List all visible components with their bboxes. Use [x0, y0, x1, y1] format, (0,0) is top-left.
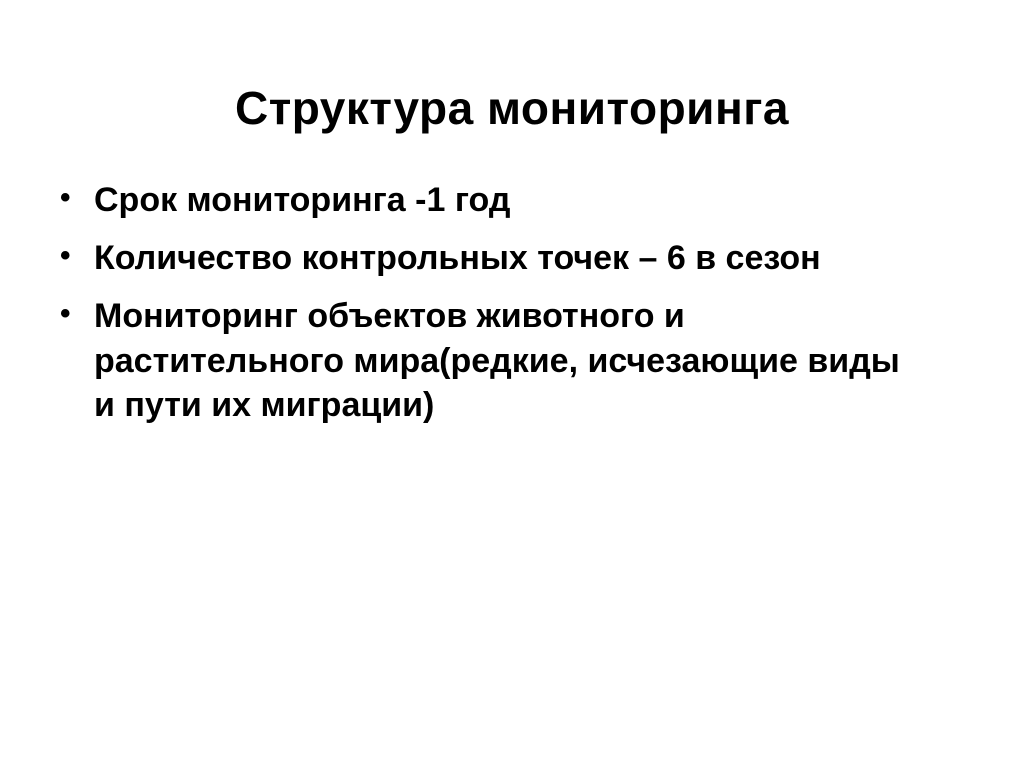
bullet-point-icon: •	[60, 297, 71, 331]
bullet-point-icon: •	[60, 181, 71, 214]
list-item-label: Количество контрольных точек – 6 в сезон	[94, 239, 821, 278]
list-item-label: Срок мониторинга -1 год	[94, 181, 511, 219]
list-item	[48, 294, 948, 427]
list-item	[48, 178, 948, 222]
list-item-label: Мониторинг объектов животного и растительного мира(редкие, исчезающие виды и пути их миграции)	[94, 297, 900, 424]
bullet-list	[48, 178, 948, 441]
bullet-point-icon: •	[60, 239, 71, 273]
page-title: Структура мониторинга	[235, 81, 789, 134]
list-item	[48, 236, 948, 280]
